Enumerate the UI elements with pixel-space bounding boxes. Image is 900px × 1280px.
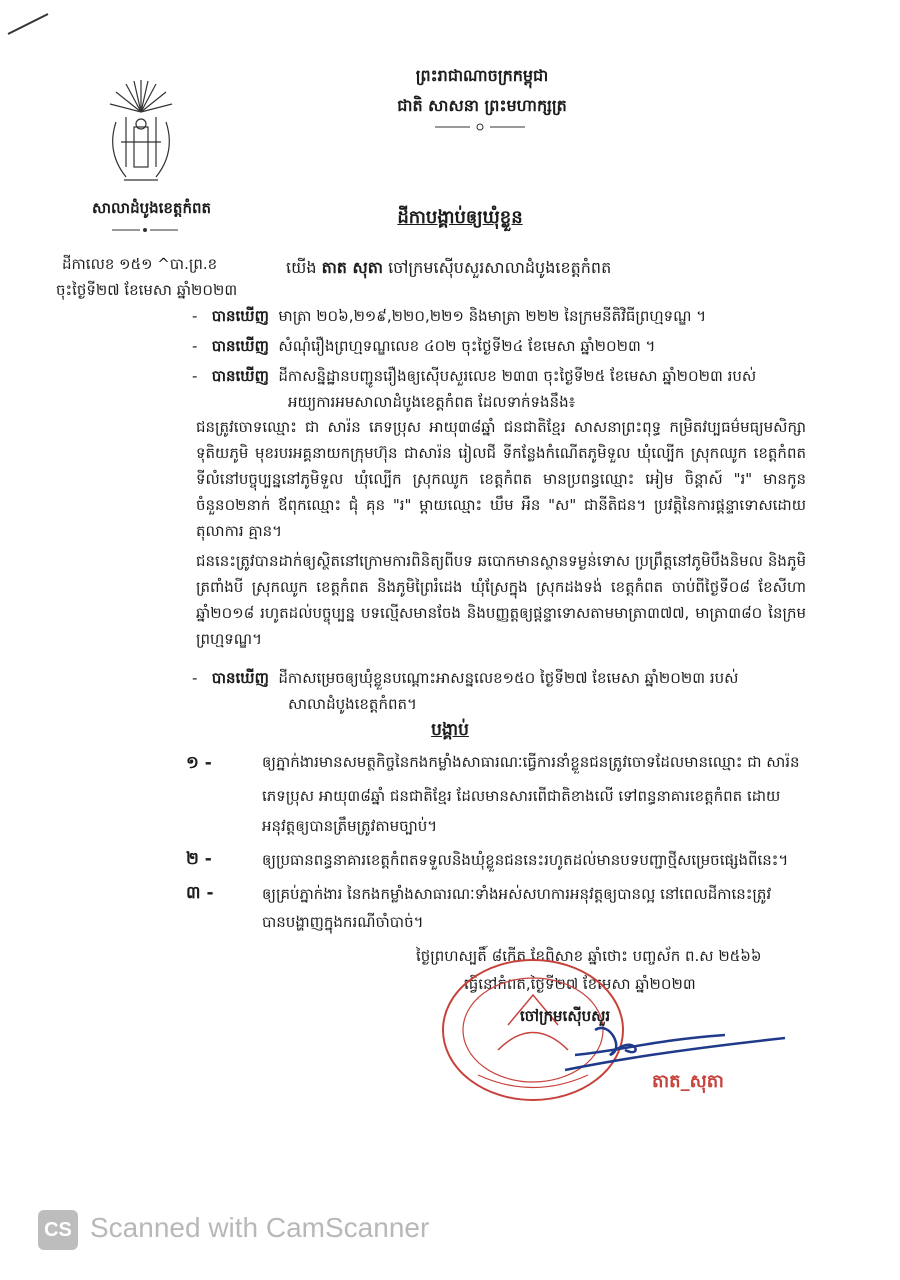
consideration-label: បានឃើញ: [211, 367, 269, 385]
order-3-line2: បានបង្ហាញក្នុងករណីចាំបាច់។: [262, 913, 424, 931]
consideration-3-cont: អយ្យការអមសាលាដំបូងខេត្តកំពត ដែលទាក់ទងនឹង៖: [288, 393, 576, 411]
consideration-text: មាត្រា ២០៦,២១៩,២២០,២២១ និងមាត្រា ២២២ នៃក្រមនីតិវិធីព្រហ្មទណ្ឌ ។: [278, 307, 707, 325]
order-number: ២ -: [186, 849, 212, 869]
court-emblem-icon: [96, 72, 186, 192]
order-2-line1: ឲ្យប្រធានពន្ធនាគារខេត្តកំពតទទួលនិងឃុំខ្លួនជននេះរហូតដល់មានបទបញ្ជាថ្មីសម្រេចផ្សេងពីនេះ។: [262, 851, 789, 869]
order-1-line3: អនុវត្តឲ្យបានត្រឹមត្រូវតាមច្បាប់។: [262, 817, 438, 835]
consideration-text: ដីកាសន្និដ្ឋានបញ្ជូនរឿងឲ្យស៊ើបសួរលេខ ២៣៣ ចុះថ្ងៃទី២៥ ខែមេសា ឆ្នាំ២០២៣ របស់: [278, 367, 757, 385]
judge-role: ចៅក្រមស៊ើបសួរ: [520, 1007, 611, 1025]
reference-date: ចុះថ្ងៃទី២៧ ខែមេសា ឆ្នាំ២០២៣: [56, 281, 238, 299]
issuer-title: ចៅក្រមស៊ើបសួរសាលាដំបូងខេត្តកំពត: [388, 258, 612, 277]
consideration-label: បានឃើញ: [211, 337, 269, 355]
issuer-line: [286, 258, 611, 278]
place-date: ធ្វើនៅកំពត,ថ្ងៃទី២៧ ខែមេសា ឆ្នាំ២០២៣: [464, 975, 696, 993]
final-consideration: [192, 668, 738, 688]
bullet-dash: -: [192, 669, 212, 687]
issuer-name: តាត សុតា: [321, 258, 383, 277]
pen-stroke: [4, 8, 52, 38]
camscanner-watermark: Scanned with CamScanner: [90, 1212, 430, 1243]
court-ornament: [110, 226, 180, 234]
order-heading: បង្គាប់: [431, 720, 469, 740]
bullet-dash: -: [192, 307, 212, 325]
issuer-prefix: យើង: [286, 258, 317, 277]
bullet-dash: -: [192, 337, 212, 355]
lunar-date: ថ្ងៃព្រហស្បតិ៍ ៨កើត ខែពិសាខ ឆ្នាំថោះ បញ្ចស័ក ព.ស ២៥៦៦: [416, 947, 762, 965]
bullet-dash: -: [192, 367, 212, 385]
consideration-1: [192, 306, 706, 326]
national-motto: ជាតិ សាសនា ព្រះមហាក្សត្រ: [397, 96, 567, 115]
court-name: សាលាដំបូងខេត្តកំពត: [92, 199, 212, 217]
final-consideration-cont: សាលាដំបូងខេត្តកំពត។: [288, 695, 417, 713]
camscanner-logo-icon: CS: [38, 1210, 78, 1250]
order-number: ៣ -: [186, 883, 214, 903]
consideration-text: សំណុំរឿងព្រហ្មទណ្ឌលេខ ៤០២ ចុះថ្ងៃទី២៤ ខែមេសា ឆ្នាំ២០២៣ ។: [278, 337, 656, 355]
order-3-line1: ឲ្យគ្រប់ភ្នាក់ងារ នៃកងកម្លាំងសាធារណៈទាំងអស់សហការអនុវត្តឲ្យបានល្អ នៅពេលដីកានេះត្រូវ: [262, 885, 772, 903]
kingdom-heading: ព្រះរាជាណាចក្រកម្ពុជា: [415, 66, 549, 85]
order-1-line1: ឲ្យភ្នាក់ងារមានសមត្ថកិច្ចនៃកងកម្លាំងសាធារណៈធ្វើការនាំខ្លួនជនត្រូវចោទដែលមានឈ្មោះ ជា សារ៉ន: [262, 753, 800, 771]
motto-ornament: [430, 122, 530, 132]
order-number: ១ -: [186, 753, 212, 773]
charge-paragraph: ជននេះត្រូវបានដាក់ឲ្យស្ថិតនៅក្រោមការពិនិត្យពីបទ ឆបោកមានស្ថានទម្ងន់ទោស ប្រព្រឹត្តនៅភូមិបឹងនិមល និងភូមិត្រពាំងបី ស្រុកឈូក ខេត្តកំពត និងភូមិព្រៃរំដេង ឃុំស្រែក្នុង ស្រុកដងទង់ ខេត្តកំពត ចាប់ពីថ្ងៃទី០៨ ខែសីហា ឆ្នាំ២០១៨ រហូតដល់បច្ចុប្បន្ន បទល្មើសមានចែង និងបញ្ញត្តឲ្យផ្តន្ទាទោសតាមមាត្រា៣៧៧, មាត្រា៣៨០ នៃក្រមព្រហ្មទណ្ឌ។: [196, 552, 806, 648]
consideration-label: បានឃើញ: [211, 307, 269, 325]
document-title: ដីកាបង្គាប់ឲ្យឃុំខ្លួន: [397, 207, 523, 228]
consideration-text: ដីកាសម្រេចឲ្យឃុំខ្លួនបណ្តោះអាសន្នលេខ១៥០ ថ្ងៃទី២៧ ខែមេសា ឆ្នាំ២០២៣ របស់: [278, 669, 739, 687]
consideration-label: បានឃើញ: [211, 669, 269, 687]
accused-details-paragraph: ជនត្រូវចោទឈ្មោះ ជា សារ៉ន ភេទប្រុស អាយុ៣៨ឆ្នាំ ជនជាតិខ្មែរ សាសនាព្រះពុទ្ធ កម្រិតវប្បធម៌មធ្យមសិក្សាទុតិយភូមិ មុខរបរអគ្គនាយកក្រុមហ៊ុន ជាសារ៉ន រៀលជី ទីកន្លែងកំណើតភូមិទួល ឃុំល្បើក ស្រុកឈូក ខេត្តកំពត ទីលំនៅបច្ចុប្បន្ននៅភូមិទួល ឃុំល្បើក ស្រុកឈូក ខេត្តកំពត មានប្រពន្ធឈ្មោះ អៀម ចិន្តាស៍ "រ" មានកូនចំនួន០២នាក់ ឪពុកឈ្មោះ ជុំ គុន "រ" ម្តាយឈ្មោះ ឃឹម អឺន "ស" ជានីតិជន។ ប្រវត្តិនៃការផ្តន្ទាទោសដោយតុលាការ គ្មាន។: [196, 418, 806, 540]
consideration-3: [192, 366, 756, 386]
signature-name: តាត_សុតា: [652, 1071, 724, 1092]
order-1-line2: ភេទប្រុស អាយុ៣៨ឆ្នាំ ជនជាតិខ្មែរ ដែលមានសារពើជាតិខាងលើ ទៅពន្ធនាគារខេត្តកំពត ដោយ: [262, 787, 781, 805]
consideration-2: [192, 336, 655, 356]
reference-number: ដីកាលេខ ១៥១ ^បា.ព្រ.ខ: [62, 255, 218, 273]
